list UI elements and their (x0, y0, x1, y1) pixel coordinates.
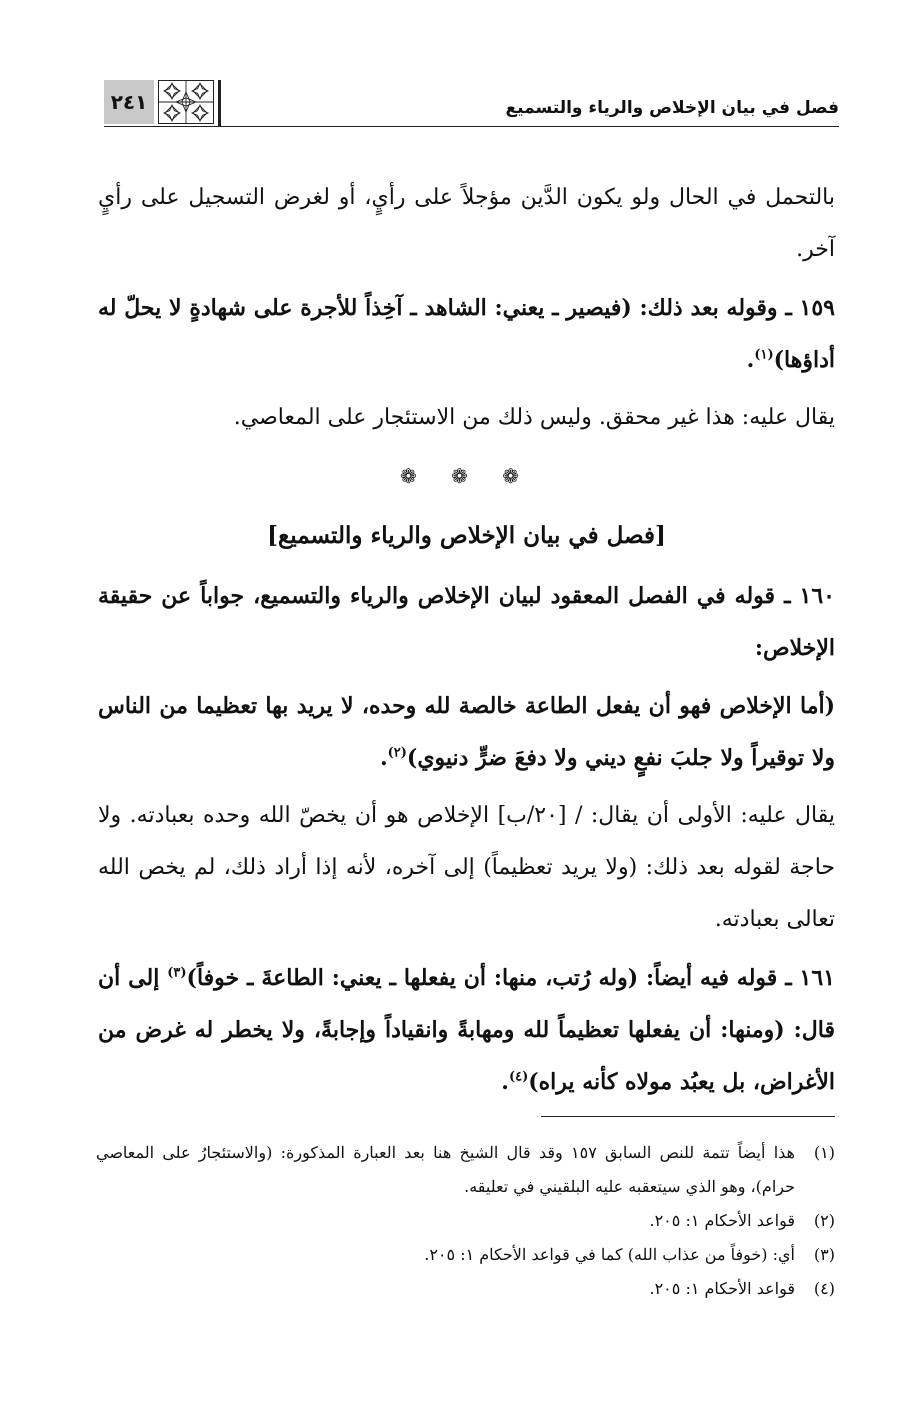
footnote-text: أي: (خوفاً من عذاب الله) كما في قواعد الأحكام ١: ٢٠٥. (424, 1245, 795, 1264)
paragraph-continuation: بالتحمل في الحال ولو يكون الدَّين مؤجلاً على رأيٍ، أو لغرض التسجيل على رأيٍ آخر. (98, 185, 835, 262)
paragraph-159-end: . (746, 347, 755, 373)
footnote-3 (96, 1238, 835, 1272)
paragraph-159 (98, 282, 835, 386)
footnote-1 (96, 1136, 835, 1204)
main-text (98, 172, 835, 1114)
paragraph-161 (98, 952, 835, 1108)
footnote-4 (96, 1272, 835, 1306)
page-number: ٢٤١ (104, 80, 154, 124)
footnote-number: (٣) (813, 1245, 835, 1264)
footnote-number: (٤) (813, 1279, 835, 1298)
separator-stars: ❁ ❁ ❁ (400, 464, 533, 488)
paragraph-161-part-b: إلى أن قال: (ومنها: أن يفعلها تعظيماً لله ومهابةً وانقياداً وإجابةً، ولا يخطر له غرض من الأغراض، بل يعبُد مولاه كأنه يراه) (98, 965, 835, 1095)
footnote-number: (١) (813, 1143, 835, 1162)
footnote-text: قواعد الأحكام ١: ٢٠٥. (649, 1211, 795, 1230)
paragraph-161-part-a: ١٦١ ـ قوله فيه أيضاً: (وله رُتب، منها: أن يفعلها ـ يعني: الطاعةَ ـ خوفاً) (186, 965, 835, 991)
footnote-ref-3: (٣) (167, 965, 187, 981)
paragraph-159-comment: يقال عليه: هذا غير محقق. وليس ذلك من الاستئجار على المعاصي. (233, 405, 835, 430)
paragraph-160-quote-text: (أما الإخلاص فهو أن يفعل الطاعة خالصة لله وحده، لا يريد بها تعظيما من الناس ولا توقيراً ولا جلبَ نفعٍ ديني ولا دفعَ ضرٍّ دنيوي) (98, 693, 835, 771)
paragraph-161-end: . (501, 1069, 509, 1095)
header-divider (218, 80, 221, 127)
footnote-ref-4: (٤) (508, 1069, 529, 1085)
paragraph-159-text: ١٥٩ ـ وقوله بعد ذلك: (فيصير ـ يعني: الشاهد ـ آخِذاً للأجرة على شهادةٍ لا يحلّ له أداؤها) (98, 295, 835, 373)
footnote-number: (٢) (813, 1211, 835, 1230)
footnote-ref-1: (١) (754, 347, 774, 363)
footnote-text: قواعد الأحكام ١: ٢٠٥. (649, 1279, 795, 1298)
header-rule (104, 126, 839, 127)
footnote-rule (541, 1116, 835, 1117)
paragraph-160-comment: يقال عليه: الأولى أن يقال: / [٢٠/ب] الإخلاص هو أن يخصّ الله وحده بعبادته. ولا حاجة لقوله بعد ذلك: (ولا يريد تعظيماً) إلى آخره، لأنه إذا أراد ذلك، لم يخص الله تعالى بعبادته. (98, 803, 836, 932)
section-heading: [فصل في بيان الإخلاص والرياء والتسميع] (267, 522, 666, 549)
paragraph-160-quote (98, 680, 835, 784)
footnotes (96, 1136, 835, 1306)
footnote-2 (96, 1204, 835, 1238)
paragraph-160-quote-end: . (379, 745, 388, 771)
geometric-star-ornament-icon (158, 80, 214, 124)
footnote-ref-2: (٢) (387, 745, 407, 761)
paragraph-160: ١٦٠ ـ قوله في الفصل المعقود لبيان الإخلاص والرياء والتسميع، جواباً عن حقيقة الإخلاص: (98, 583, 835, 661)
running-title: فصل في بيان الإخلاص والرياء والتسميع (505, 98, 839, 118)
footnote-text: هذا أيضاً تتمة للنص السابق ١٥٧ وقد قال الشيخ هنا بعد العبارة المذكورة: (والاستئجارُ على المعاصي حرام)، وهو الذي سيتعقبه عليه البلقيني في تعليقه. (96, 1143, 795, 1196)
